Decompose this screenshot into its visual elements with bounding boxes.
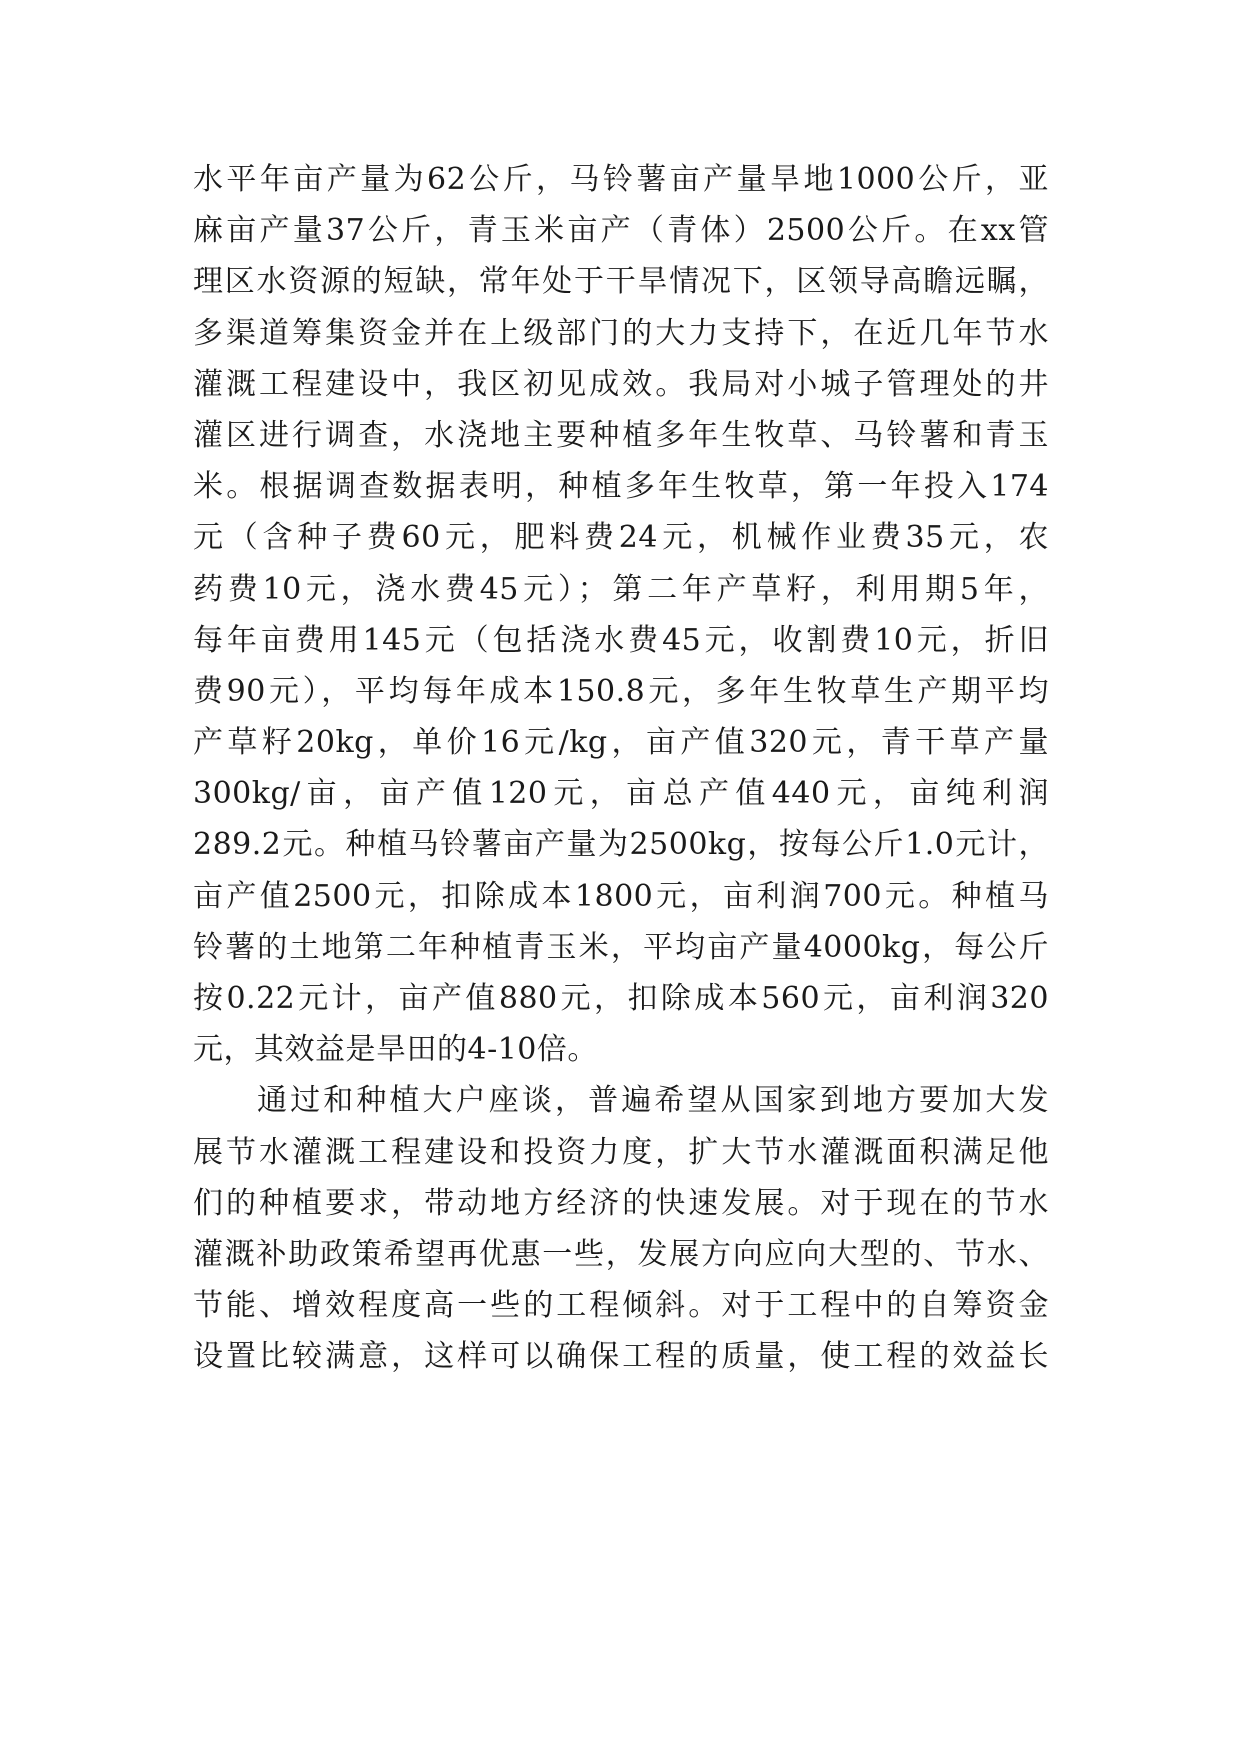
- text-line: 产草籽20kg，单价16元/kg，亩产值320元，青干草产量: [193, 725, 1049, 761]
- text-line: 按0.22元计，亩产值880元，扣除成本560元，亩利润320: [193, 981, 1049, 1016]
- text-line: 米。根据调查数据表明，种植多年生牧草，第一年投入174: [193, 469, 1049, 505]
- text-line: 灌溉工程建设中，我区初见成效。我局对小城子管理处的井: [193, 366, 1049, 402]
- paragraph: [193, 1075, 1049, 1382]
- text-line: 节能、增效程度高一些的工程倾斜。对于工程中的自筹资金: [193, 1288, 1049, 1324]
- text-line: 展节水灌溉工程建设和投资力度，扩大节水灌溉面积满足他: [193, 1134, 1049, 1170]
- text-line: 费90元），平均每年成本150.8元，多年生牧草生产期平均: [193, 673, 1049, 709]
- text-line: 灌溉补助政策希望再优惠一些，发展方向应向大型的、节水、: [193, 1236, 1049, 1272]
- text-line: 灌区进行调查，水浇地主要种植多年生牧草、马铃薯和青玉: [193, 417, 1049, 453]
- text-line: 300kg/亩，亩产值120元，亩总产值440元，亩纯利润: [193, 776, 1049, 812]
- text-line: 元（含种子费60元，肥料费24元，机械作业费35元，农: [193, 520, 1049, 556]
- text-line: 元，其效益是旱田的4-10倍。: [193, 1032, 598, 1068]
- text-line: 每年亩费用145元（包括浇水费45元，收割费10元，折旧: [193, 622, 1049, 658]
- text-line: 麻亩产量37公斤，青玉米亩产（青体）2500公斤。在xx管: [193, 213, 1049, 249]
- text-line: 理区水资源的短缺，常年处于干旱情况下，区领导高瞻远瞩，: [193, 264, 1049, 300]
- body-text: [193, 154, 1049, 1383]
- text-line: 水平年亩产量为62公斤，马铃薯亩产量旱地1000公斤，亚: [193, 162, 1049, 197]
- text-line: 药费10元，浇水费45元）；第二年产草籽，利用期5年，: [193, 571, 1049, 607]
- text-line: 铃薯的土地第二年种植青玉米，平均亩产量4000kg，每公斤: [193, 929, 1049, 965]
- text-line: 设置比较满意，这样可以确保工程的质量，使工程的效益长: [193, 1339, 1049, 1375]
- text-line: 通过和种植大户座谈，普遍希望从国家到地方要加大发: [257, 1083, 1049, 1119]
- text-line: 亩产值2500元，扣除成本1800元，亩利润700元。种植马: [193, 878, 1049, 914]
- text-line: 们的种植要求，带动地方经济的快速发展。对于现在的节水: [193, 1185, 1049, 1221]
- text-line: 289.2元。种植马铃薯亩产量为2500kg，按每公斤1.0元计，: [193, 827, 1049, 863]
- text-line: 多渠道筹集资金并在上级部门的大力支持下，在近几年节水: [193, 315, 1049, 351]
- paragraph: [193, 154, 1049, 1075]
